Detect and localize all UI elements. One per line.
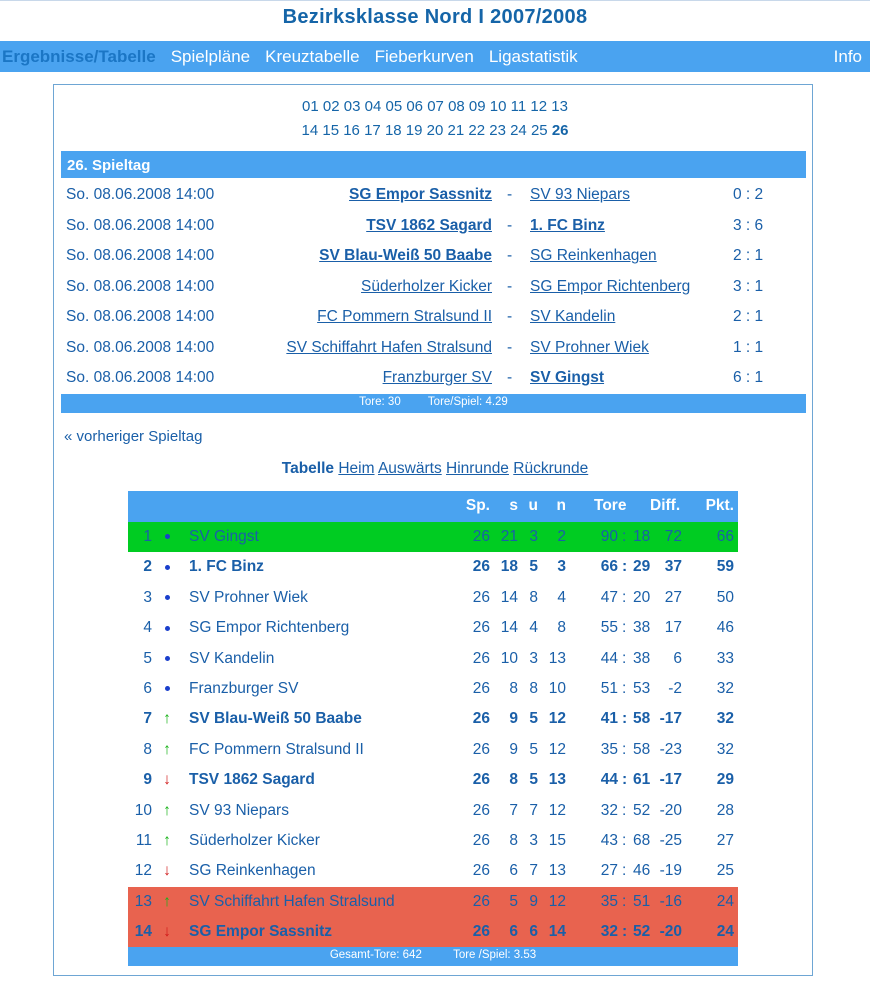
points: 24 <box>716 892 734 910</box>
match-separator: - <box>507 308 513 325</box>
draws: 8 <box>529 588 538 606</box>
wins: 10 <box>500 649 518 667</box>
match-home-team[interactable]: FC Pommern Stralsund II <box>317 308 492 325</box>
goals-for: 43 <box>600 831 618 849</box>
goals-separator: : <box>622 558 628 576</box>
games-played: 26 <box>472 740 490 758</box>
matchday-link-24[interactable]: 24 <box>510 122 527 139</box>
table-row <box>128 552 738 582</box>
points: 59 <box>716 558 734 576</box>
nav-item-kreuztabelle[interactable]: Kreuztabelle <box>265 46 360 66</box>
goals-separator: : <box>622 619 627 637</box>
goals-for: 35 <box>600 892 618 910</box>
goals-separator: : <box>622 892 627 910</box>
draws: 5 <box>529 710 538 728</box>
team-name[interactable]: SG Reinkenhagen <box>189 862 316 880</box>
goals-against: 58 <box>633 710 651 728</box>
match-score: 6 : 1 <box>733 369 764 386</box>
losses: 13 <box>548 771 566 789</box>
team-name[interactable]: SV 93 Niepars <box>189 801 289 819</box>
wins: 8 <box>509 771 518 789</box>
rank-cell: 5 <box>143 649 152 667</box>
team-name[interactable]: SV Blau-Weiß 50 Baabe <box>189 710 362 728</box>
arrow-up-icon: ↑ <box>163 831 171 849</box>
arrow-up-icon: ↑ <box>163 801 171 819</box>
wins: 7 <box>509 801 518 819</box>
matchday-link-25[interactable]: 25 <box>530 122 548 139</box>
match-separator: - <box>507 369 513 386</box>
matchday-link-13[interactable]: 13 <box>551 98 568 115</box>
rank-cell: 11 <box>135 831 152 849</box>
table-row <box>128 765 738 795</box>
losses: 12 <box>548 892 566 910</box>
losses: 15 <box>548 831 566 849</box>
table-row <box>128 887 738 917</box>
matchday-row-1 <box>0 95 870 119</box>
goal-difference: 17 <box>664 619 682 637</box>
goal-difference: 37 <box>664 558 682 576</box>
unchanged-dot-icon <box>161 680 173 698</box>
unchanged-dot-icon <box>161 528 173 546</box>
rank-cell: 3 <box>143 588 152 606</box>
header-tore: Tore <box>594 497 627 514</box>
total-goals-per-game: Tore /Spiel: 3.53 <box>453 949 537 962</box>
goals-separator: : <box>622 831 627 849</box>
points: 24 <box>716 923 734 941</box>
wins: 18 <box>500 558 518 576</box>
match-away-team[interactable]: SV Gingst <box>530 369 605 386</box>
draws: 6 <box>529 923 538 941</box>
games-played: 26 <box>472 801 490 819</box>
goal-difference: -17 <box>659 771 682 789</box>
rank-cell: 6 <box>143 679 152 697</box>
goals-for: 44 <box>600 771 618 789</box>
goals-for: 47 <box>600 588 618 606</box>
games-played: 26 <box>472 923 490 941</box>
match-date: So. 08.06.2008 14:00 <box>66 369 215 386</box>
match-row <box>61 242 806 272</box>
match-home-team[interactable]: SV Blau-Weiß 50 Baabe <box>319 247 492 264</box>
match-away-team[interactable]: SV Kandelin <box>530 308 616 325</box>
match-score: 2 : 1 <box>733 308 764 325</box>
table-row <box>128 674 738 704</box>
matchday-link-15[interactable]: 15 <box>322 122 340 139</box>
team-name[interactable]: SV Gingst <box>189 528 259 545</box>
goals-separator: : <box>622 771 628 789</box>
losses: 12 <box>548 740 566 758</box>
match-away-team[interactable]: SV 93 Niepars <box>530 186 630 203</box>
goals-separator: : <box>622 862 627 880</box>
goals-for: 32 <box>600 801 618 819</box>
losses: 12 <box>548 710 566 728</box>
losses: 4 <box>557 588 566 606</box>
match-home-team[interactable]: SG Empor Sassnitz <box>349 186 492 203</box>
wins: 5 <box>509 892 518 910</box>
tab-r-ckrunde[interactable]: Rückrunde <box>513 460 589 477</box>
match-date: So. 08.06.2008 14:00 <box>66 247 215 264</box>
tab-ausw-rts[interactable]: Auswärts <box>377 460 442 477</box>
arrow-down-icon: ↓ <box>163 923 171 941</box>
matchday-link-10[interactable]: 10 <box>489 98 507 115</box>
matchday-link-16[interactable]: 16 <box>343 122 360 139</box>
points: 46 <box>716 619 734 637</box>
match-score: 3 : 1 <box>733 277 764 295</box>
match-away-team[interactable]: SG Reinkenhagen <box>530 247 657 264</box>
rank-cell: 2 <box>143 558 152 576</box>
matchday-link-05[interactable]: 05 <box>385 98 403 115</box>
spieltag-goals-per-game: Tore/Spiel: 4.29 <box>427 396 508 408</box>
goal-difference: -17 <box>659 710 682 728</box>
goals-against: 52 <box>633 923 651 941</box>
wins: 14 <box>500 619 518 637</box>
goals-separator: : <box>622 923 628 941</box>
goal-difference: 72 <box>664 528 682 545</box>
match-score: 1 : 1 <box>733 338 764 356</box>
spieltag-header: 26. Spieltag <box>61 151 806 178</box>
points: 29 <box>716 771 734 789</box>
goals-separator: : <box>622 649 627 667</box>
losses: 10 <box>548 679 566 697</box>
header-n: n <box>556 497 566 514</box>
arrow-up-icon: ↑ <box>163 740 171 758</box>
match-separator: - <box>507 186 513 203</box>
table-header <box>128 491 738 522</box>
games-played: 26 <box>472 528 490 545</box>
spieltag-summary <box>61 394 806 413</box>
draws: 3 <box>529 649 538 667</box>
goals-against: 20 <box>633 588 651 606</box>
goal-difference: -23 <box>659 740 682 758</box>
previous-matchday-link[interactable]: « vorheriger Spieltag <box>64 428 203 445</box>
goals-against: 68 <box>633 831 651 849</box>
unchanged-dot-icon <box>161 589 173 607</box>
unchanged-dot-icon <box>161 619 173 637</box>
goals-against: 61 <box>633 771 651 789</box>
match-score: 3 : 6 <box>733 216 764 234</box>
goal-difference: 27 <box>664 588 682 606</box>
team-name[interactable]: TSV 1862 Sagard <box>189 771 315 789</box>
matchday-selector <box>0 95 870 143</box>
rank-cell: 13 <box>134 892 152 910</box>
games-played: 26 <box>472 679 490 697</box>
goals-separator: : <box>622 801 627 819</box>
matchday-link-21[interactable]: 21 <box>447 122 465 139</box>
goals-against: 53 <box>633 679 651 697</box>
games-played: 26 <box>472 710 490 728</box>
rank-cell: 9 <box>143 771 152 789</box>
rank-cell: 1 <box>143 528 152 545</box>
nav-item-info[interactable]: Info <box>833 47 862 66</box>
goal-difference: -16 <box>659 892 682 910</box>
match-row <box>61 303 806 333</box>
team-name[interactable]: SV Schiffahrt Hafen Stralsund <box>189 892 395 910</box>
matchday-link-06[interactable]: 06 <box>406 98 424 115</box>
points: 33 <box>716 649 734 667</box>
goals-for: 32 <box>600 923 618 941</box>
draws: 9 <box>529 892 538 910</box>
losses: 13 <box>548 649 566 667</box>
draws: 4 <box>529 619 538 637</box>
losses: 12 <box>548 801 566 819</box>
matchday-link-22[interactable]: 22 <box>468 122 486 139</box>
match-date: So. 08.06.2008 14:00 <box>66 338 215 356</box>
matchday-link-19[interactable]: 19 <box>405 122 423 139</box>
table-row <box>128 613 738 643</box>
table-footer <box>128 947 738 966</box>
points: 27 <box>716 831 734 849</box>
goals-against: 38 <box>633 619 651 637</box>
spieltag-goals: Tore: 30 <box>359 396 401 408</box>
match-date: So. 08.06.2008 14:00 <box>66 277 215 295</box>
league-table <box>128 491 738 966</box>
games-played: 26 <box>472 558 490 576</box>
wins: 9 <box>509 740 518 758</box>
draws: 3 <box>529 831 538 849</box>
table-row <box>128 826 738 856</box>
wins: 14 <box>500 588 518 606</box>
match-row <box>61 334 806 364</box>
goals-for: 41 <box>600 710 618 728</box>
goal-difference: -20 <box>659 923 682 941</box>
match-home-team[interactable]: SV Schiffahrt Hafen Stralsund <box>286 338 492 356</box>
table-row <box>128 796 738 826</box>
matchday-link-26[interactable]: 26 <box>551 122 569 139</box>
points: 50 <box>716 588 734 606</box>
goals-against: 38 <box>633 649 651 667</box>
match-date: So. 08.06.2008 14:00 <box>66 308 215 325</box>
goals-for: 90 <box>600 528 618 545</box>
games-played: 26 <box>472 588 490 606</box>
nav-item-fieberkurven[interactable]: Fieberkurven <box>374 46 474 66</box>
games-played: 26 <box>472 619 490 637</box>
losses: 14 <box>548 923 566 941</box>
goals-separator: : <box>622 710 628 728</box>
rank-cell: 7 <box>143 710 152 728</box>
losses: 8 <box>557 619 566 637</box>
nav-item-ergebnisse-tabelle[interactable]: Ergebnisse/Tabelle <box>2 46 156 66</box>
goals-against: 46 <box>633 862 651 880</box>
tab-tabelle[interactable]: Tabelle <box>281 460 335 477</box>
matchday-link-02[interactable]: 02 <box>322 98 340 115</box>
games-played: 26 <box>472 649 490 667</box>
table-row <box>128 917 738 947</box>
header-u: u <box>528 497 538 514</box>
team-name[interactable]: SG Empor Richtenberg <box>189 619 350 637</box>
arrow-down-icon: ↓ <box>163 771 171 789</box>
match-separator: - <box>507 338 513 356</box>
page-title: Bezirksklasse Nord I 2007/2008 <box>282 6 588 28</box>
unchanged-dot-icon <box>161 558 173 576</box>
goals-against: 52 <box>633 801 651 819</box>
points: 32 <box>716 740 734 758</box>
table-tabs <box>0 460 870 478</box>
points: 28 <box>716 801 734 819</box>
match-away-team[interactable]: SG Empor Richtenberg <box>530 277 691 295</box>
goals-separator: : <box>622 588 627 606</box>
wins: 8 <box>509 831 518 849</box>
match-row <box>61 273 806 303</box>
goal-difference: -20 <box>659 801 682 819</box>
games-played: 26 <box>472 892 490 910</box>
goals-against: 18 <box>633 528 651 545</box>
rank-cell: 10 <box>134 801 152 819</box>
goals-separator: : <box>622 528 627 545</box>
draws: 7 <box>529 801 538 819</box>
goals-for: 55 <box>600 619 618 637</box>
table-row <box>128 856 738 886</box>
nav-item-ligastatistik[interactable]: Ligastatistik <box>488 46 578 66</box>
match-date: So. 08.06.2008 14:00 <box>66 216 215 234</box>
tab-heim[interactable]: Heim <box>338 460 375 477</box>
goal-difference: -25 <box>659 831 682 849</box>
arrow-up-icon: ↑ <box>163 892 171 910</box>
points: 32 <box>716 710 734 728</box>
header-sp: Sp. <box>465 497 490 514</box>
nav-item-spielpl-ne[interactable]: Spielpläne <box>170 46 251 66</box>
table-row <box>128 583 738 613</box>
match-away-team[interactable]: 1. FC Binz <box>530 216 605 234</box>
rank-cell: 8 <box>143 740 152 758</box>
draws: 7 <box>529 862 538 880</box>
wins: 6 <box>509 862 518 880</box>
goal-difference: -2 <box>668 679 682 697</box>
matchday-link-08[interactable]: 08 <box>448 98 465 115</box>
matchday-link-07[interactable]: 07 <box>427 98 444 115</box>
header-diff: Diff. <box>650 497 681 514</box>
draws: 8 <box>529 679 538 697</box>
matchday-link-03[interactable]: 03 <box>343 98 361 115</box>
matchday-link-04[interactable]: 04 <box>364 98 382 115</box>
goals-against: 51 <box>633 892 651 910</box>
team-name[interactable]: SV Kandelin <box>189 649 275 667</box>
match-home-team[interactable]: Franzburger SV <box>382 369 492 386</box>
goals-for: 66 <box>600 558 618 576</box>
total-goals: Gesamt-Tore: 642 <box>329 949 422 962</box>
goals-against: 58 <box>633 740 651 758</box>
matchday-link-09[interactable]: 09 <box>468 98 486 115</box>
arrow-down-icon: ↓ <box>163 862 171 880</box>
team-name[interactable]: 1. FC Binz <box>189 558 264 576</box>
main-nav <box>0 41 870 72</box>
match-row <box>61 212 806 242</box>
losses: 3 <box>557 558 566 576</box>
games-played: 26 <box>472 862 490 880</box>
goals-against: 29 <box>633 558 651 576</box>
matchday-link-20[interactable]: 20 <box>426 122 444 139</box>
matchday-link-01[interactable]: 01 <box>302 98 319 115</box>
match-row <box>61 181 806 211</box>
games-played: 26 <box>472 771 490 789</box>
wins: 8 <box>509 679 518 697</box>
matchday-link-17[interactable]: 17 <box>364 122 381 139</box>
match-score: 0 : 2 <box>733 186 764 203</box>
match-separator: - <box>507 216 513 234</box>
points: 32 <box>716 679 734 697</box>
arrow-up-icon: ↑ <box>163 710 171 728</box>
games-played: 26 <box>472 831 490 849</box>
matchday-link-14[interactable]: 14 <box>301 122 319 139</box>
table-row <box>128 704 738 734</box>
goals-separator: : <box>622 740 627 758</box>
draws: 5 <box>529 771 538 789</box>
matchday-row-2 <box>0 119 870 143</box>
table-body <box>128 522 738 947</box>
table-row <box>128 522 738 552</box>
matchday-link-11[interactable]: 11 <box>510 98 527 115</box>
unchanged-dot-icon <box>161 650 173 668</box>
draws: 5 <box>529 558 538 576</box>
match-away-team[interactable]: SV Prohner Wiek <box>530 338 649 356</box>
team-name[interactable]: Franzburger SV <box>189 679 299 697</box>
table-row <box>128 644 738 674</box>
team-name[interactable]: Süderholzer Kicker <box>189 831 320 849</box>
goal-difference: 6 <box>673 649 682 667</box>
goals-for: 44 <box>600 649 618 667</box>
goals-for: 35 <box>600 740 618 758</box>
draws: 3 <box>529 528 538 545</box>
tab-hinrunde[interactable]: Hinrunde <box>446 460 509 477</box>
header-pkt: Pkt. <box>705 497 734 514</box>
rank-cell: 4 <box>143 619 152 637</box>
match-home-team[interactable]: Süderholzer Kicker <box>361 277 492 295</box>
wins: 6 <box>509 923 518 941</box>
matchday-link-18[interactable]: 18 <box>384 122 402 139</box>
goals-separator: : <box>622 679 627 697</box>
match-separator: - <box>507 277 513 295</box>
goals-for: 51 <box>600 679 618 697</box>
goals-for: 27 <box>600 862 618 880</box>
matchday-link-12[interactable]: 12 <box>530 98 548 115</box>
matchday-link-23[interactable]: 23 <box>489 122 506 139</box>
rank-cell: 14 <box>134 923 152 941</box>
losses: 2 <box>557 528 566 545</box>
rank-cell: 12 <box>134 862 152 880</box>
goal-difference: -19 <box>659 862 682 880</box>
match-score: 2 : 1 <box>733 247 764 264</box>
draws: 5 <box>529 740 538 758</box>
losses: 13 <box>548 862 566 880</box>
header-s: s <box>509 497 518 514</box>
team-name[interactable]: FC Pommern Stralsund II <box>189 740 364 758</box>
match-row <box>61 364 806 394</box>
match-date: So. 08.06.2008 14:00 <box>66 186 215 203</box>
table-row <box>128 735 738 765</box>
team-name[interactable]: SG Empor Sassnitz <box>189 923 332 941</box>
points: 25 <box>716 862 734 880</box>
match-home-team[interactable]: TSV 1862 Sagard <box>366 216 492 234</box>
match-separator: - <box>507 247 513 264</box>
wins: 21 <box>500 528 518 545</box>
points: 66 <box>716 528 734 545</box>
top-divider <box>0 0 870 1</box>
team-name[interactable]: SV Prohner Wiek <box>189 588 308 606</box>
wins: 9 <box>509 710 518 728</box>
